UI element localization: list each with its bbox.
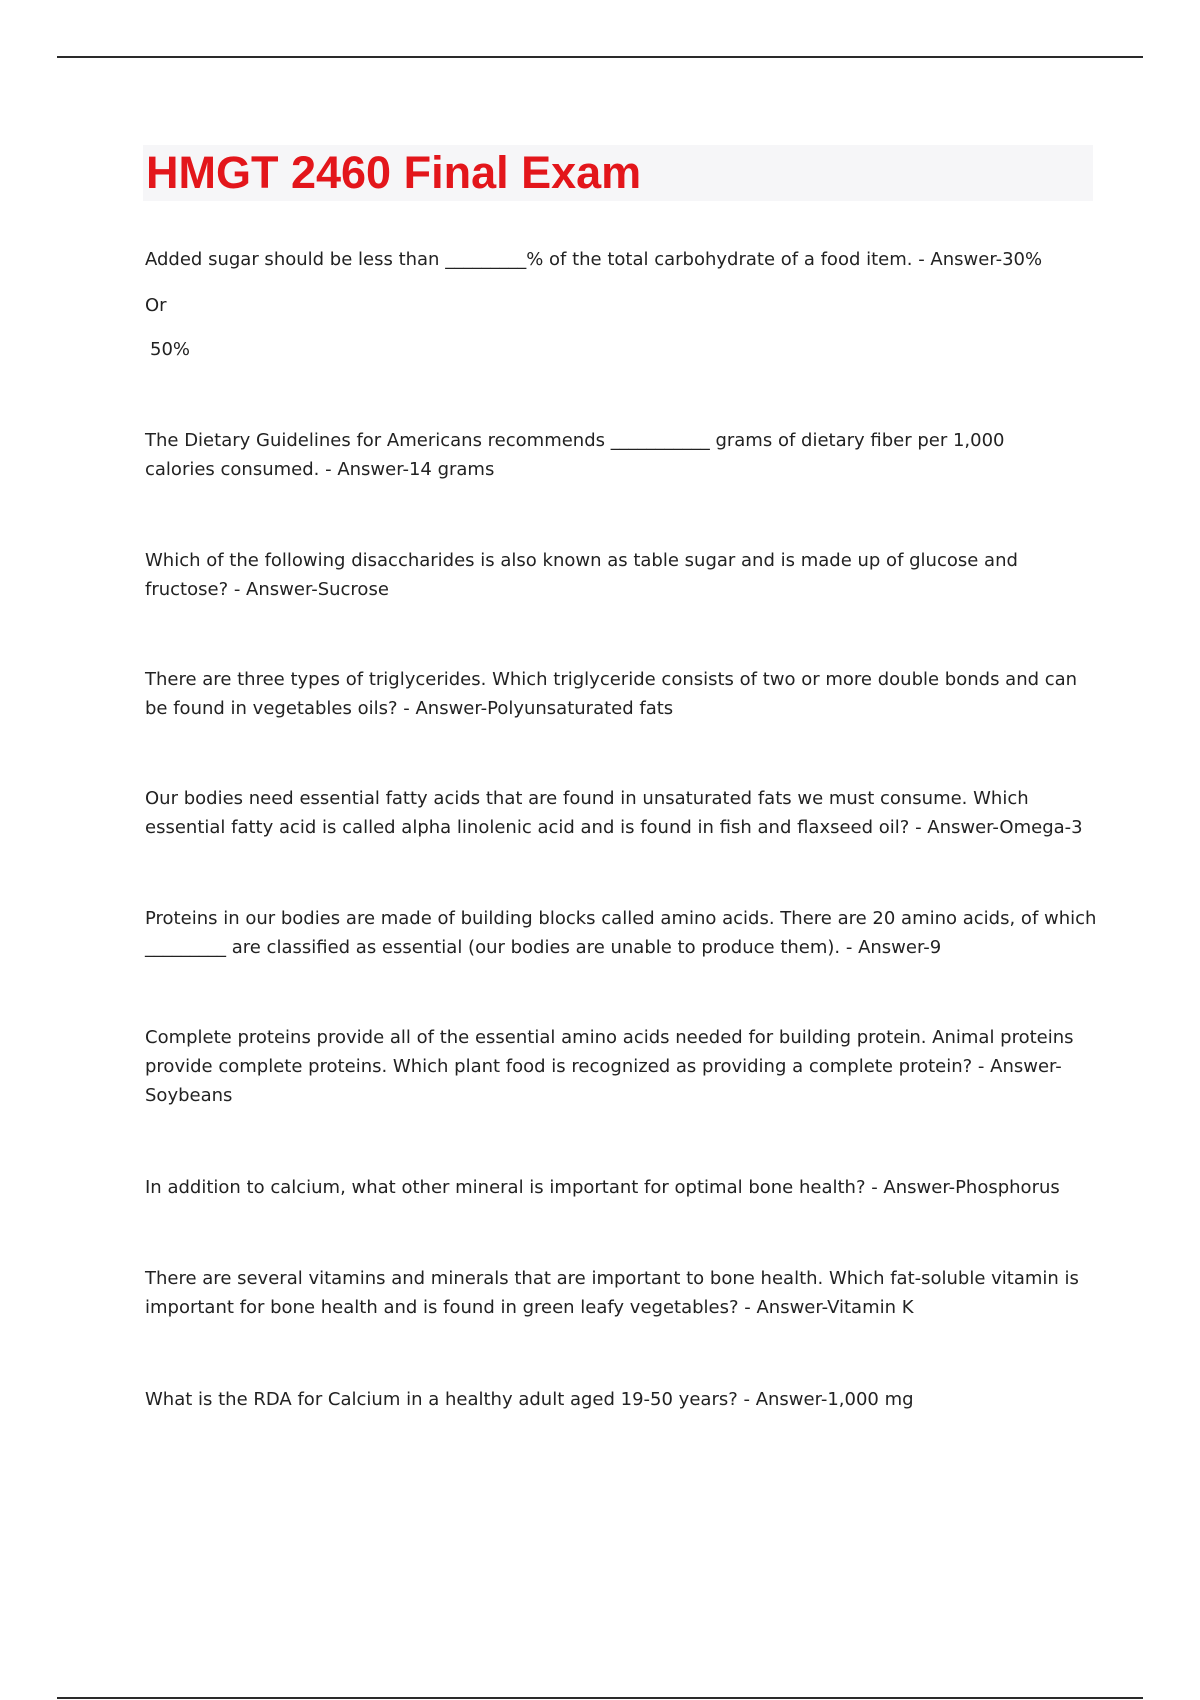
question-line: 50% bbox=[150, 339, 191, 360]
question-added-sugar bbox=[145, 245, 1100, 274]
question-line: In addition to calcium, what other mineral is important for optimal bone health? - Answer-Phosphorus bbox=[145, 1177, 1060, 1198]
question-line: essential fatty acid is called alpha linolenic acid and is found in fish and flaxseed oil? - Answer-Omega-3 bbox=[145, 817, 1083, 838]
question-essential-fatty-acid bbox=[145, 784, 1100, 842]
question-line: The Dietary Guidelines for Americans recommends ___________ grams of dietary fiber per 1,000 bbox=[145, 430, 1005, 451]
question-table-sugar bbox=[145, 546, 1100, 604]
question-amino-acids bbox=[145, 904, 1100, 962]
question-line: be found in vegetables oils? - Answer-Polyunsaturated fats bbox=[145, 698, 674, 719]
header-rule bbox=[57, 56, 1143, 58]
question-line: Added sugar should be less than _________% of the total carbohydrate of a food item. - Answer-30% bbox=[145, 249, 1043, 270]
question-line: There are several vitamins and minerals that are important to bone health. Which fat-soluble vitamin is bbox=[145, 1268, 1079, 1289]
question-line: calories consumed. - Answer-14 grams bbox=[145, 459, 495, 480]
answer-alternative-or bbox=[145, 291, 1100, 320]
question-calcium-rda bbox=[145, 1385, 1100, 1414]
question-line: fructose? - Answer-Sucrose bbox=[145, 579, 389, 600]
question-line: Proteins in our bodies are made of building blocks called amino acids. There are 20 amino acids, of which bbox=[145, 908, 1097, 929]
question-bone-mineral bbox=[145, 1173, 1100, 1202]
question-line: Complete proteins provide all of the essential amino acids needed for building protein. Animal proteins bbox=[145, 1027, 1074, 1048]
question-line: _________ are classified as essential (our bodies are unable to produce them). - Answer-9 bbox=[145, 937, 942, 958]
document-title: HMGT 2460 Final Exam bbox=[146, 147, 642, 198]
question-line: important for bone health and is found in green leafy vegetables? - Answer-Vitamin K bbox=[145, 1297, 914, 1318]
question-line: What is the RDA for Calcium in a healthy adult aged 19-50 years? - Answer-1,000 mg bbox=[145, 1389, 914, 1410]
question-bone-vitamin bbox=[145, 1264, 1100, 1322]
question-line: provide complete proteins. Which plant food is recognized as providing a complete protein? - Answer- bbox=[145, 1056, 1062, 1077]
answer-alternative-value bbox=[150, 335, 1105, 364]
question-line: Our bodies need essential fatty acids that are found in unsaturated fats we must consume. Which bbox=[145, 788, 1029, 809]
question-line: Soybeans bbox=[145, 1085, 233, 1106]
question-line: Or bbox=[145, 295, 167, 316]
question-line: Which of the following disaccharides is also known as table sugar and is made up of glucose and bbox=[145, 550, 1018, 571]
question-dietary-fiber bbox=[145, 426, 1100, 484]
question-triglycerides bbox=[145, 665, 1100, 723]
footer-rule bbox=[57, 1697, 1143, 1699]
question-line: There are three types of triglycerides. Which triglyceride consists of two or more double bonds and can bbox=[145, 669, 1078, 690]
question-complete-proteins bbox=[145, 1023, 1100, 1110]
